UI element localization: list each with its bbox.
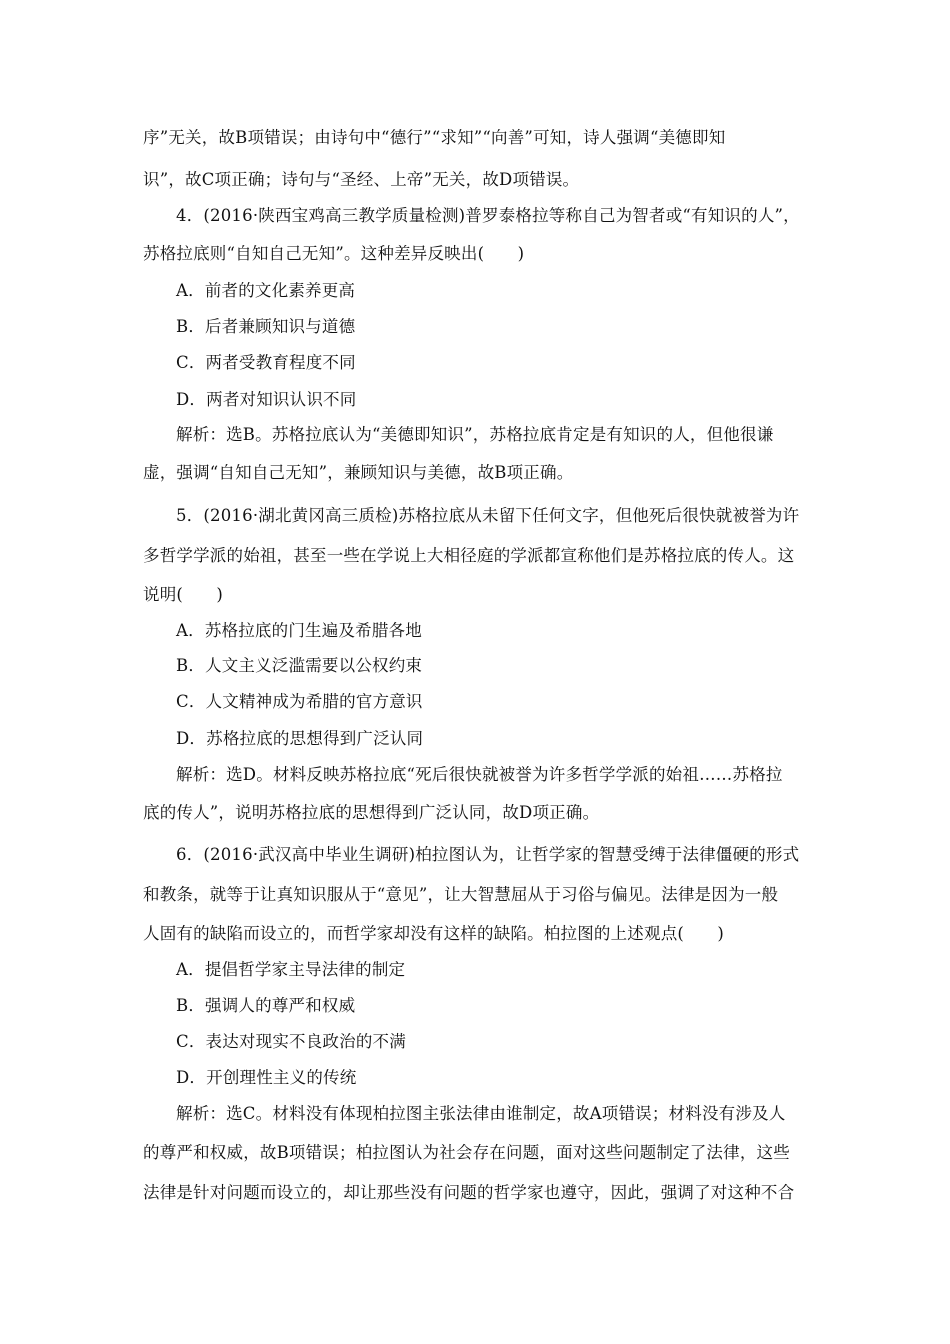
q6-stem-line-3: 人固有的缺陷而设立的，而哲学家却没有这样的缺陷。柏拉图的上述观点( ) — [143, 924, 725, 943]
q3-analysis-line-1: 序”无关，故B项错误；由诗句中“德行”“求知”“向善”可知，诗人强调“美德即知 — [143, 128, 726, 147]
q5-option-d: D．苏格拉底的思想得到广泛认同 — [176, 729, 424, 748]
q6-stem-line-2: 和教条，就等于让真知识服从于“意见”，让大智慧屈从于习俗与偏见。法律是因为一般 — [143, 885, 779, 904]
q6-stem-line-1: 6．(2016·武汉高中毕业生调研)柏拉图认为，让哲学家的智慧受缚于法律僵硬的形式 — [176, 845, 800, 864]
q4-option-a: A．前者的文化素养更高 — [176, 281, 356, 300]
q3-analysis-line-2: 识”，故C项正确；诗句与“圣经、上帝”无关，故D项错误。 — [143, 170, 580, 189]
q4-stem-line-1: 4．(2016·陕西宝鸡高三教学质量检测)普罗泰格拉等称自己为智者或“有知识的人”， — [176, 206, 800, 225]
q4-analysis-line-2: 虚，强调“自知自己无知”，兼顾知识与美德，故B项正确。 — [143, 463, 574, 482]
q4-option-c: C．两者受教育程度不同 — [176, 353, 356, 372]
q5-option-b: B．人文主义泛滥需要以公权约束 — [176, 656, 423, 675]
q5-analysis-line-1: 解析：选D。材料反映苏格拉底“死后很快就被誉为许多哲学学派的始祖……苏格拉 — [176, 765, 783, 784]
q4-option-d: D．两者对知识认识不同 — [176, 390, 357, 409]
q6-option-a: A．提倡哲学家主导法律的制定 — [176, 960, 406, 979]
q4-analysis-line-1: 解析：选B。苏格拉底认为“美德即知识”，苏格拉底肯定是有知识的人，但他很谦 — [176, 425, 774, 444]
q5-stem-line-3: 说明( ) — [143, 585, 224, 604]
q6-option-b: B．强调人的尊严和权威 — [176, 996, 356, 1015]
q6-option-d: D．开创理性主义的传统 — [176, 1068, 357, 1087]
q6-option-c: C．表达对现实不良政治的不满 — [176, 1032, 406, 1051]
q5-option-c: C．人文精神成为希腊的官方意识 — [176, 692, 423, 711]
q5-stem-line-1: 5．(2016·湖北黄冈高三质检)苏格拉底从未留下任何文字，但他死后很快就被誉为许 — [176, 506, 800, 525]
q5-analysis-line-2: 底的传人”，说明苏格拉底的思想得到广泛认同，故D项正确。 — [143, 803, 600, 822]
q6-analysis-line-1: 解析：选C。材料没有体现柏拉图主张法律由谁制定，故A项错误；材料没有涉及人 — [176, 1104, 786, 1123]
q4-stem-line-2: 苏格拉底则“自知自己无知”。这种差异反映出( ) — [143, 244, 525, 263]
q4-option-b: B．后者兼顾知识与道德 — [176, 317, 356, 336]
q5-stem-line-2: 多哲学学派的始祖，甚至一些在学说上大相径庭的学派都宣称他们是苏格拉底的传人。这 — [143, 546, 795, 565]
q6-analysis-line-2: 的尊严和权威，故B项错误；柏拉图认为社会存在问题，面对这些问题制定了法律，这些 — [143, 1143, 790, 1162]
q5-option-a: A．苏格拉底的门生遍及希腊各地 — [176, 621, 422, 640]
q6-analysis-line-3: 法律是针对问题而设立的，却让那些没有问题的哲学家也遵守，因此，强调了对这种不合 — [143, 1183, 795, 1202]
